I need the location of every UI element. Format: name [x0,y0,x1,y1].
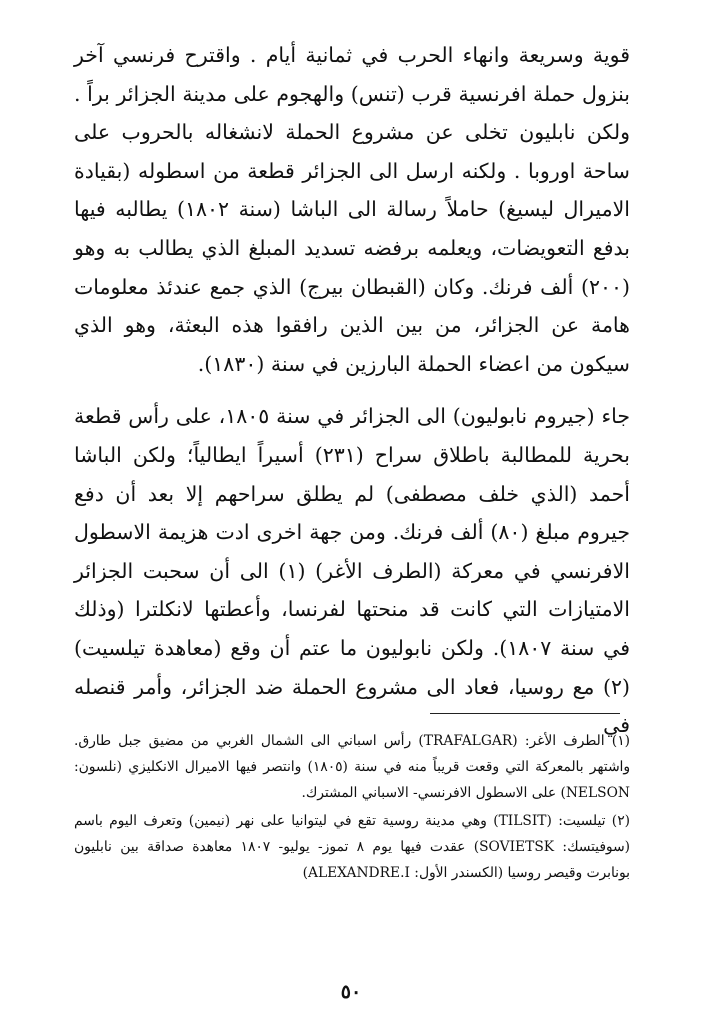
footnotes [74,728,630,886]
footnote-2: (٢) تيلسيت: (TILSIT) وهي مدينة روسية تقع في ليتوانيا على نهر (نيمين) وتعرف اليوم باسم (سوفيتسك: SOVIETSK) عقدت فيها يوم ٨ تموز- يوليو- ١٨٠٧ معاهدة صداقة بين نابليون بونابرت وقيصر روسيا (الكسندر الأول: ALEXANDRE.I) [74,813,630,881]
main-text [74,36,630,745]
footnote-divider [430,713,620,714]
page-number: ٥٠ [340,981,362,1003]
paragraph-1: قوية وسريعة وانهاء الحرب في ثمانية أيام . واقترح فرنسي آخر بنزول حملة افرنسية قرب (تنس) والهجوم على مدينة الجزائر براً . ولكن نابليون تخلى عن مشروع الحملة لانشغاله بالحروب على ساحة اوروبا . ولكنه ارسل الى الجزائر قطعة من اسطوله (بقيادة الاميرال ليسيغ) حاملاً رسالة الى الباشا (سنة ١٨٠٢) يطالبه فيها بدفع التعويضات، ويعلمه برفضه تسديد المبلغ الذي يطالب به وهو (٢٠٠) ألف فرنك. وكان (القبطان بيرج) الذي جمع عندئذ معلومات هامة عن الجزائر، من بين الذين رافقوا هذه البعثة، وهو الذي سيكون من اعضاء الحملة البارزين في سنة (١٨٣٠). [74,43,630,376]
footnote-1: (١) الطرف الأغر: (TRAFALGAR) رأس اسباني الى الشمال الغربي من مضيق جبل طارق. واشتهر بالمعركة التي وقعت قريباً منه في سنة (١٨٠٥) وانتصر فيها الاميرال الانكليزي (نلسون: NELSON) على الاسطول الافرنسي- الاسباني المشترك. [74,733,630,801]
paragraph-2: جاء (جيروم نابوليون) الى الجزائر في سنة ١٨٠٥، على رأس قطعة بحرية للمطالبة باطلاق سراح (٢٣١) أسيراً ايطالياً؛ ولكن الباشا أحمد (الذي خلف مصطفى) لم يطلق سراحهم إلا بعد أن دفع جيروم مبلغ (٨٠) ألف فرنك. ومن جهة اخرى ادت هزيمة الاسطول الافرنسي في معركة (الطرف الأغر) (١) الى أن سحبت الجزائر الامتيازات التي كانت قد منحتها لفرنسا، وأعطتها لانكلترا (وذلك في سنة ١٨٠٧). ولكن نابوليون ما عتم أن وقع (معاهدة تيلسيت) (٢) مع روسيا، فعاد الى مشروع الحملة ضد الجزائر، وأمر قنصله في [74,404,630,738]
